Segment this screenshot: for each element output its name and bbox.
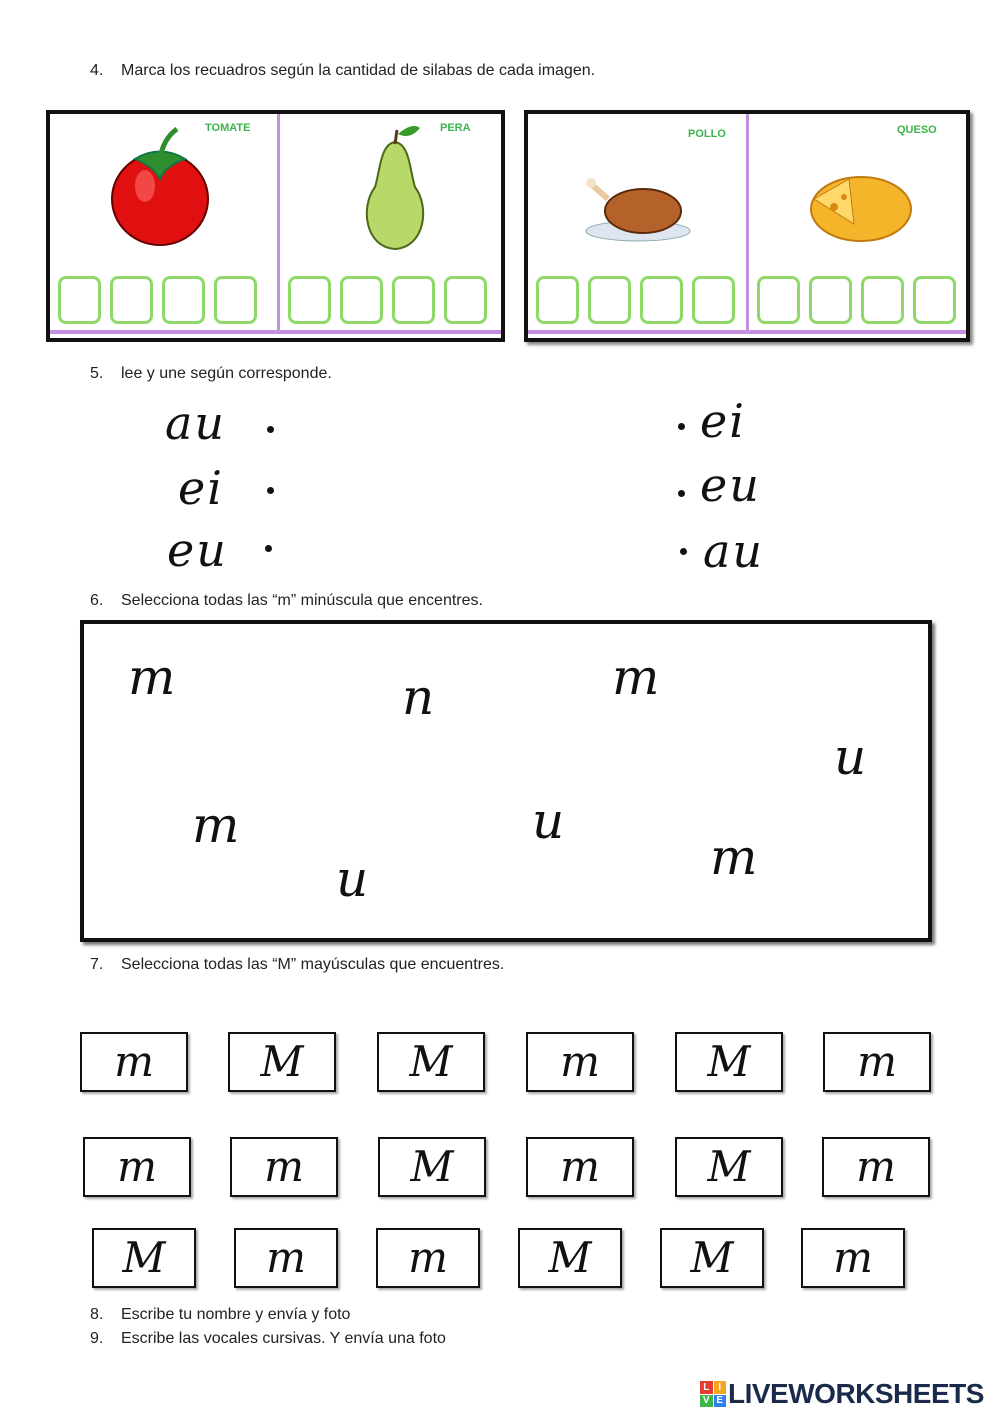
tomato-icon bbox=[105, 124, 215, 249]
letter-box[interactable] bbox=[822, 1137, 930, 1197]
logo-icon bbox=[700, 1381, 726, 1407]
question-number: 8. bbox=[90, 1306, 104, 1323]
question-4 bbox=[90, 62, 595, 80]
letter-glyph: m bbox=[560, 1142, 600, 1191]
match-right-item: au bbox=[703, 524, 765, 578]
syllable-boxes bbox=[536, 276, 735, 324]
cell-tomate bbox=[50, 114, 277, 338]
logo-letter: E bbox=[714, 1395, 727, 1408]
syllable-box[interactable] bbox=[536, 276, 579, 324]
letter-glyph: M bbox=[122, 1233, 166, 1282]
question-number: 5. bbox=[90, 365, 104, 382]
question-text: Selecciona todas las “m” minúscula que encentres. bbox=[121, 592, 483, 609]
roast-chicken-icon bbox=[583, 169, 693, 244]
cell-pera bbox=[280, 114, 501, 338]
cell-pollo bbox=[528, 114, 746, 338]
syllable-box[interactable] bbox=[288, 276, 331, 324]
letter-glyph: m bbox=[560, 1037, 600, 1086]
letter-glyph: m bbox=[856, 1142, 896, 1191]
letter-glyph: m bbox=[833, 1233, 873, 1282]
letter-option[interactable]: u bbox=[532, 792, 565, 850]
word-label: PERA bbox=[440, 122, 471, 134]
match-dot-left[interactable] bbox=[265, 545, 272, 552]
syllable-box[interactable] bbox=[340, 276, 383, 324]
letter-search-frame bbox=[80, 620, 932, 942]
brand-name: LIVEWORKSHEETS bbox=[728, 1378, 984, 1409]
syllable-box[interactable] bbox=[640, 276, 683, 324]
match-right-item: eu bbox=[700, 458, 761, 512]
cheese-icon bbox=[809, 169, 914, 244]
letter-box[interactable] bbox=[526, 1032, 634, 1092]
syllable-panel-left bbox=[46, 110, 505, 342]
match-dot-left[interactable] bbox=[267, 426, 274, 433]
letter-box[interactable] bbox=[823, 1032, 931, 1092]
letter-glyph: m bbox=[857, 1037, 897, 1086]
question-6 bbox=[90, 592, 483, 610]
letter-option[interactable]: m bbox=[128, 648, 176, 706]
question-text: Marca los recuadros según la cantidad de silabas de cada imagen. bbox=[121, 62, 596, 79]
letter-glyph: m bbox=[264, 1142, 304, 1191]
letter-glyph: M bbox=[548, 1233, 592, 1282]
syllable-boxes bbox=[288, 276, 487, 324]
letter-option[interactable]: u bbox=[336, 850, 369, 908]
match-dot-right[interactable] bbox=[678, 423, 685, 430]
match-dot-left[interactable] bbox=[267, 487, 274, 494]
pear-icon bbox=[350, 122, 440, 252]
question-text: lee y une según corresponde. bbox=[121, 365, 332, 382]
syllable-box[interactable] bbox=[214, 276, 257, 324]
syllable-box[interactable] bbox=[757, 276, 800, 324]
liveworksheets-logo bbox=[700, 1378, 984, 1410]
letter-box[interactable] bbox=[234, 1228, 338, 1288]
syllable-box[interactable] bbox=[162, 276, 205, 324]
letter-box[interactable] bbox=[801, 1228, 905, 1288]
letter-box[interactable] bbox=[80, 1032, 188, 1092]
word-label: POLLO bbox=[688, 128, 726, 140]
match-dot-right[interactable] bbox=[678, 490, 685, 497]
match-dot-right[interactable] bbox=[680, 548, 687, 555]
letter-glyph: M bbox=[410, 1142, 454, 1191]
question-text: Escribe las vocales cursivas. Y envía una foto bbox=[121, 1330, 446, 1347]
letter-glyph: M bbox=[707, 1142, 751, 1191]
letter-box[interactable] bbox=[518, 1228, 622, 1288]
bottom-stripe bbox=[528, 330, 966, 334]
letter-glyph: M bbox=[690, 1233, 734, 1282]
question-number: 7. bbox=[90, 956, 104, 973]
letter-glyph: m bbox=[266, 1233, 306, 1282]
letter-box[interactable] bbox=[377, 1032, 485, 1092]
syllable-box[interactable] bbox=[692, 276, 735, 324]
letter-box[interactable] bbox=[228, 1032, 336, 1092]
syllable-box[interactable] bbox=[913, 276, 956, 324]
syllable-box[interactable] bbox=[444, 276, 487, 324]
letter-box[interactable] bbox=[675, 1137, 783, 1197]
letter-option[interactable]: m bbox=[612, 648, 660, 706]
letter-box[interactable] bbox=[660, 1228, 764, 1288]
question-9 bbox=[90, 1330, 446, 1348]
question-number: 9. bbox=[90, 1330, 104, 1347]
letter-box[interactable] bbox=[378, 1137, 486, 1197]
letter-option[interactable]: m bbox=[710, 828, 758, 886]
question-number: 4. bbox=[90, 62, 104, 79]
syllable-box[interactable] bbox=[861, 276, 904, 324]
question-5 bbox=[90, 365, 332, 383]
letter-box[interactable] bbox=[230, 1137, 338, 1197]
letter-box[interactable] bbox=[526, 1137, 634, 1197]
letter-glyph: m bbox=[117, 1142, 157, 1191]
match-left-item: au bbox=[165, 396, 227, 450]
question-7 bbox=[90, 956, 504, 974]
letter-box[interactable] bbox=[376, 1228, 480, 1288]
match-left-item: ei bbox=[178, 461, 224, 515]
question-number: 6. bbox=[90, 592, 104, 609]
question-text: Escribe tu nombre y envía y foto bbox=[121, 1306, 351, 1323]
syllable-panel-right bbox=[524, 110, 970, 342]
letter-glyph: m bbox=[408, 1233, 448, 1282]
letter-option[interactable]: n bbox=[402, 668, 435, 726]
letter-glyph: m bbox=[114, 1037, 154, 1086]
letter-box[interactable] bbox=[83, 1137, 191, 1197]
match-left-item: eu bbox=[167, 523, 228, 577]
syllable-box[interactable] bbox=[392, 276, 435, 324]
logo-letter: L bbox=[700, 1381, 713, 1394]
word-label: QUESO bbox=[897, 124, 937, 136]
cell-queso bbox=[749, 114, 966, 338]
syllable-box[interactable] bbox=[58, 276, 101, 324]
letter-option[interactable]: u bbox=[834, 728, 867, 786]
syllable-box[interactable] bbox=[110, 276, 153, 324]
letter-box[interactable] bbox=[675, 1032, 783, 1092]
word-label: TOMATE bbox=[205, 122, 251, 134]
bottom-stripe bbox=[50, 330, 501, 334]
letter-box[interactable] bbox=[92, 1228, 196, 1288]
match-right-item: ei bbox=[700, 394, 746, 448]
syllable-boxes bbox=[58, 276, 257, 324]
letter-glyph: M bbox=[707, 1037, 751, 1086]
letter-glyph: M bbox=[409, 1037, 453, 1086]
syllable-boxes bbox=[757, 276, 956, 324]
syllable-box[interactable] bbox=[588, 276, 631, 324]
letter-option[interactable]: m bbox=[192, 796, 240, 854]
logo-letter: I bbox=[714, 1381, 727, 1394]
logo-letter: V bbox=[700, 1395, 713, 1408]
question-text: Selecciona todas las “M” mayúsculas que encuentres. bbox=[121, 956, 505, 973]
letter-glyph: M bbox=[260, 1037, 304, 1086]
syllable-box[interactable] bbox=[809, 276, 852, 324]
question-8 bbox=[90, 1306, 350, 1324]
